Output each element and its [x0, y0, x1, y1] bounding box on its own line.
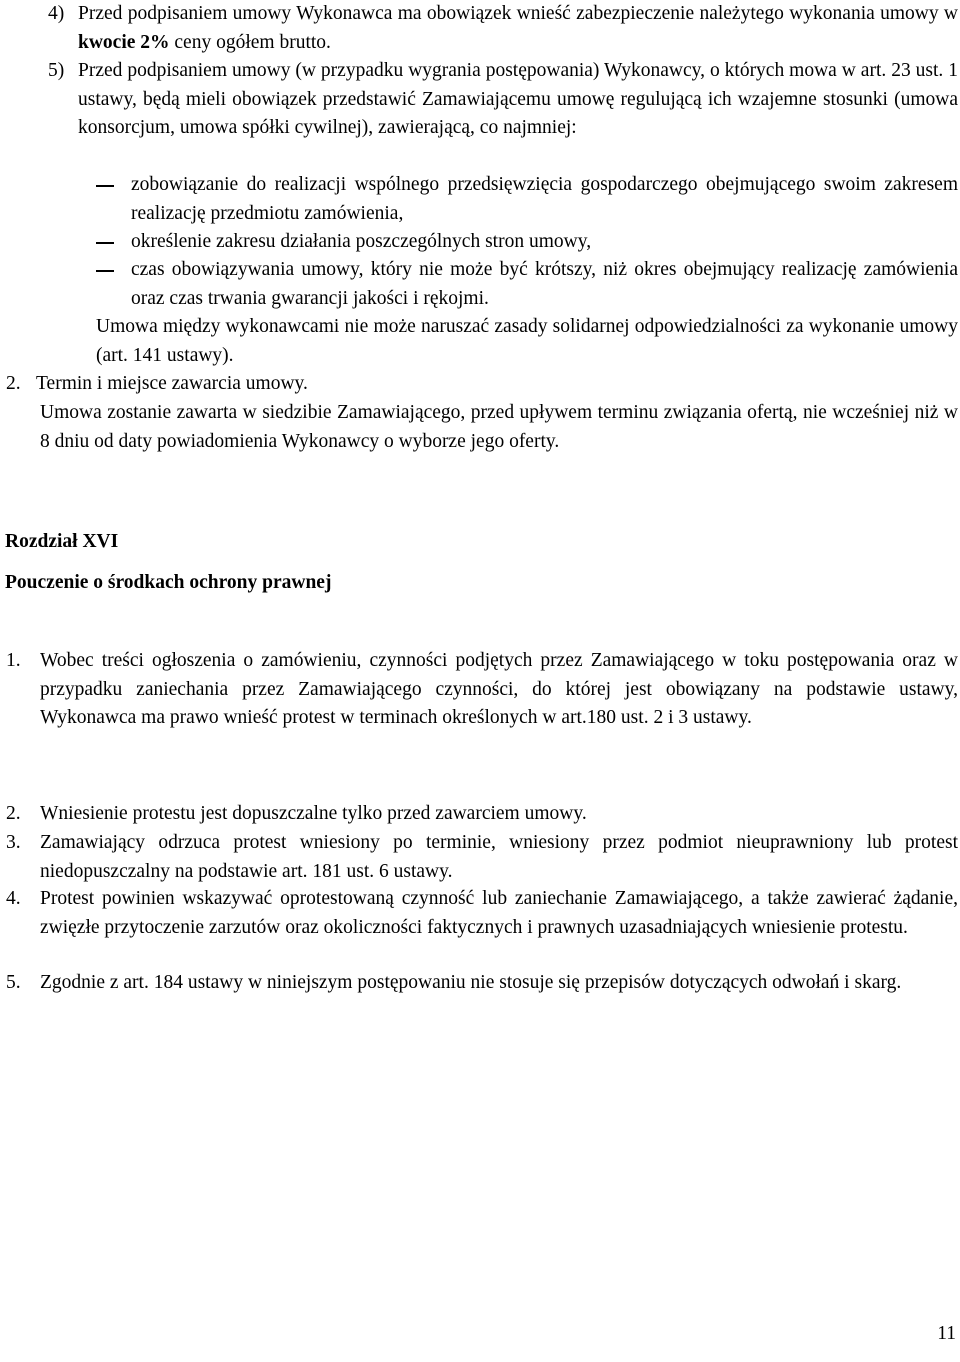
dash-bullet-icon: [96, 242, 114, 244]
page-number: 11: [937, 1323, 956, 1344]
point-2: [6, 800, 958, 829]
dash-item-1: zobowiązanie do realizacji wspólnego przedsięwzięcia gospodarczego obejmującego swoim zakresem realizację przedmiotu zamówienia,: [96, 171, 958, 228]
solidarity-paragraph: Umowa między wykonawcami nie może naruszać zasady solidarnej odpowiedzialności za wykonanie umowy (art. 141 ustawy).: [96, 316, 958, 366]
point-1: [6, 647, 958, 733]
point-4: [6, 885, 958, 942]
point-number: 2.: [6, 803, 21, 824]
list-item-text: Przed podpisaniem umowy Wykonawca ma obowiązek wnieść zabezpieczenie należytego wykonania umowy w kwocie 2% ceny ogółem brutto.: [78, 3, 958, 53]
point-number: 3.: [6, 832, 21, 853]
list-item-text: Przed podpisaniem umowy (w przypadku wygrania postępowania) Wykonawcy, o których mowa w art. 23 ust. 1 ustawy, będą mieli obowiązek przedstawić Zamawiającemu umowę regulującą ich wzajemne stosunki (umowa konsorcjum, umowa spółki cywilnej), zawierającą, co najmniej:: [78, 60, 958, 138]
dash-bullet-icon: [96, 270, 114, 272]
dash-bullet-icon: [96, 185, 114, 187]
chapter-subtitle: Pouczenie o środkach ochrony prawnej: [5, 572, 332, 593]
section-number: 2.: [6, 373, 21, 394]
point-text: Zgodnie z art. 184 ustawy w niniejszym postępowaniu nie stosuje się przepisów dotyczących odwołań i skarg.: [40, 972, 902, 993]
point-number: 5.: [6, 972, 21, 993]
point-text: Protest powinien wskazywać oprotestowaną czynność lub zaniechanie Zamawiającego, a także zawierać żądanie, zwięzłe przytoczenie zarzutów oraz okoliczności faktycznych i prawnych uzasadniających wniesienie protestu.: [40, 888, 958, 938]
point-text: Zamawiający odrzuca protest wniesiony po terminie, wniesiony przez podmiot nieuprawniony lub protest niedopuszczalny na podstawie art. 181 ust. 6 ustawy.: [40, 832, 958, 882]
bold-amount: kwocie 2%: [78, 31, 170, 53]
chapter-title: Rozdział XVI: [5, 531, 119, 552]
point-3: [6, 829, 958, 886]
list-number: 5): [48, 60, 65, 81]
section-title: Termin i miejsce zawarcia umowy.: [36, 373, 308, 394]
section-2-heading: [6, 370, 906, 399]
section-2-paragraph: Umowa zostanie zawarta w siedzibie Zamawiającego, przed upływem terminu związania ofertą, nie wcześniej niż w 8 dniu od daty powiadomienia Wykonawcy o wyborze jego oferty.: [40, 402, 958, 452]
point-number: 1.: [6, 650, 21, 671]
point-number: 4.: [6, 888, 21, 909]
point-text: Wniesienie protestu jest dopuszczalne tylko przed zawarciem umowy.: [40, 803, 587, 824]
dash-item-3: czas obowiązywania umowy, który nie może być krótszy, niż okres obejmujący realizację zamówienia oraz czas trwania gwarancji jakości i rękojmi.: [96, 256, 958, 313]
point-text: Wobec treści ogłoszenia o zamówieniu, czynności podjętych przez Zamawiającego w toku postępowania oraz w przypadku zaniechania przez Zamawiającego czynności, do której jest obowiązany na podstawie ustawy, Wykonawca ma prawo wnieść protest w terminach określonych w art.180 ust. 2 i 3 ustawy.: [40, 650, 958, 728]
point-5: [6, 969, 958, 998]
list-item-5: [48, 57, 958, 143]
list-number: 4): [48, 3, 65, 24]
dash-item-2: określenie zakresu działania poszczególnych stron umowy,: [96, 228, 958, 257]
list-item-4: [48, 0, 958, 57]
